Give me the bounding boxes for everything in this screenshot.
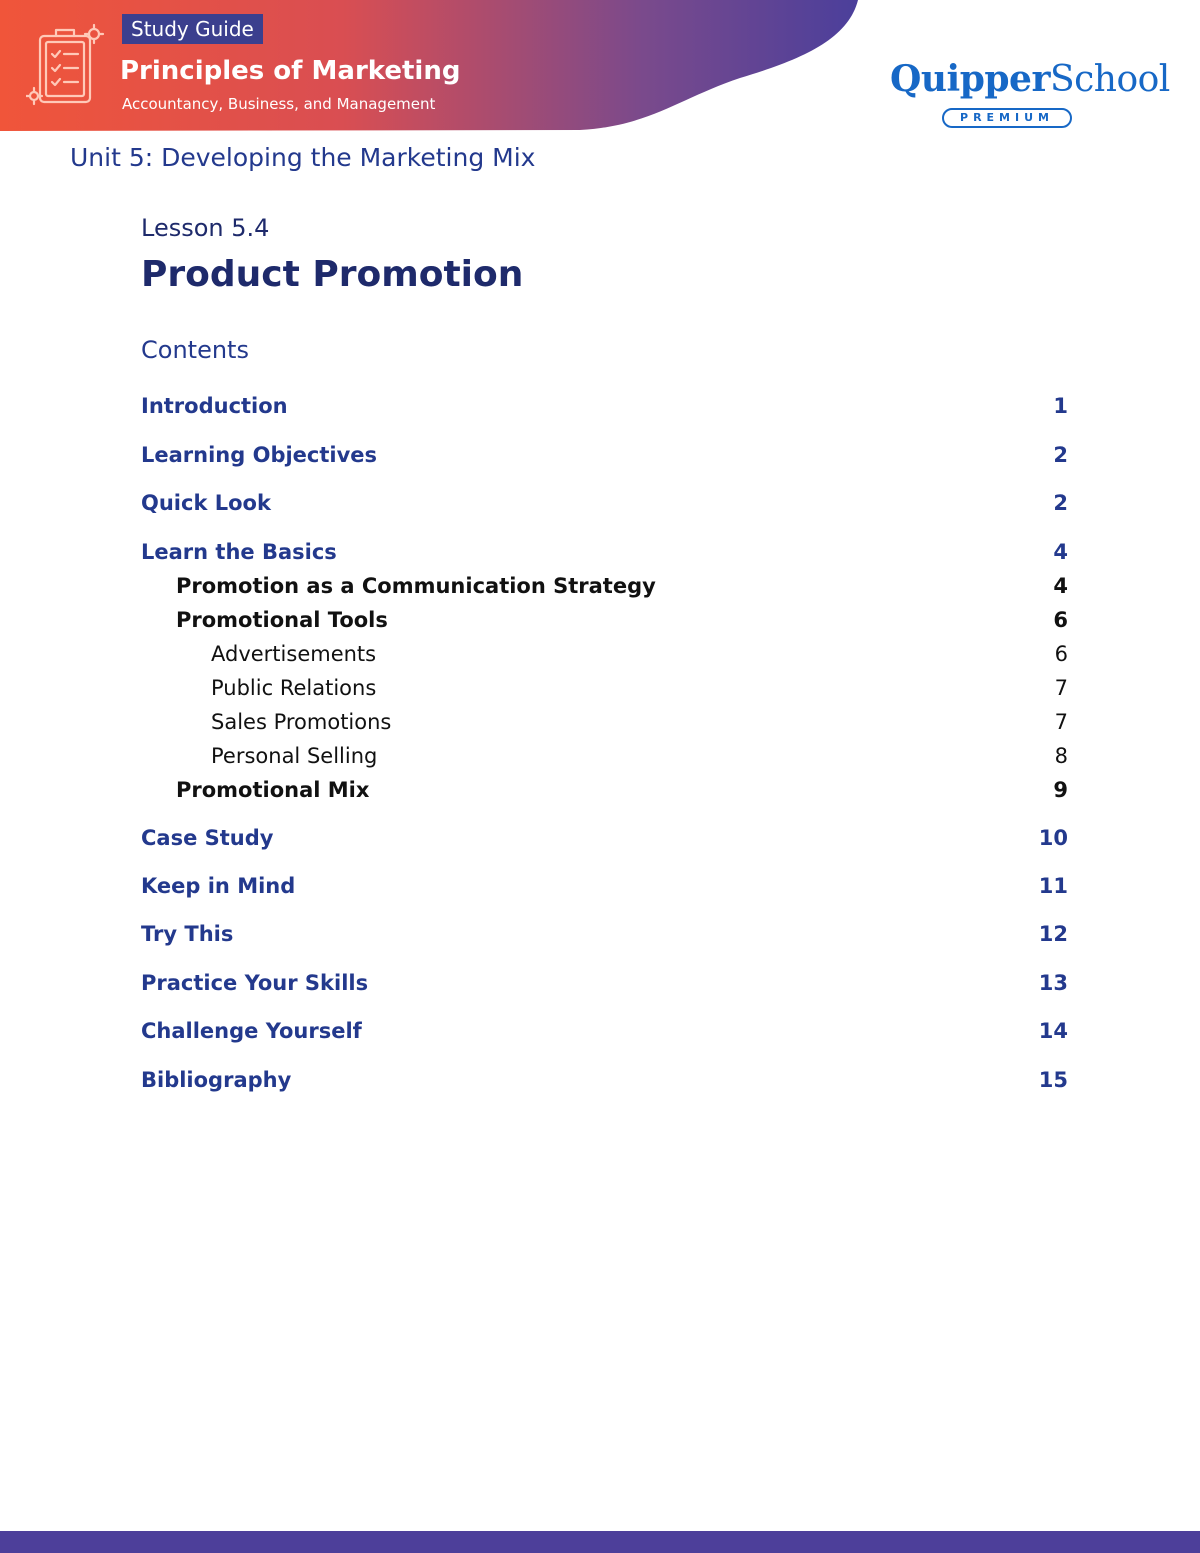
toc-page: 1	[1053, 394, 1068, 418]
toc-item[interactable]	[141, 1019, 1068, 1049]
logo-premium-tag: PREMIUM	[942, 108, 1072, 128]
quipper-school-logo	[890, 56, 1170, 136]
toc-page: 2	[1053, 443, 1068, 467]
toc-page: 12	[1038, 922, 1068, 946]
toc-subsubitem[interactable]	[141, 744, 1068, 774]
contents-heading: Contents	[141, 336, 249, 364]
toc-page: 15	[1038, 1068, 1068, 1092]
toc-subsubitem[interactable]	[141, 676, 1068, 706]
study-guide-badge: Study Guide	[122, 14, 263, 44]
toc-label: Quick Look	[141, 491, 271, 515]
toc-page: 14	[1038, 1019, 1068, 1043]
logo-brand-bold: Quipper	[890, 58, 1050, 100]
toc-label: Advertisements	[211, 642, 377, 666]
logo-brand-regular: School	[1049, 59, 1170, 100]
toc-page: 4	[1053, 574, 1068, 598]
toc-subitem[interactable]	[141, 574, 1068, 604]
toc-label: Try This	[141, 922, 234, 946]
toc-label: Promotion as a Communication Strategy	[176, 574, 656, 598]
toc-label: Practice Your Skills	[141, 971, 369, 995]
toc-label: Challenge Yourself	[141, 1019, 362, 1043]
toc-page: 9	[1053, 778, 1068, 802]
course-subtitle: Accountancy, Business, and Management	[122, 95, 436, 113]
toc-item[interactable]	[141, 971, 1068, 1001]
toc-item[interactable]	[141, 826, 1068, 856]
toc-item[interactable]	[141, 1068, 1068, 1098]
toc-label: Personal Selling	[211, 744, 378, 768]
toc-label: Learn the Basics	[141, 540, 337, 564]
toc-item[interactable]	[141, 540, 1068, 570]
toc-label: Sales Promotions	[211, 710, 392, 734]
toc-item[interactable]	[141, 491, 1068, 521]
toc-page: 8	[1054, 744, 1068, 768]
toc-subsubitem[interactable]	[141, 642, 1068, 672]
toc-subitem[interactable]	[141, 608, 1068, 638]
toc-item[interactable]	[141, 443, 1068, 473]
toc-label: Bibliography	[141, 1068, 292, 1092]
toc-label: Keep in Mind	[141, 874, 296, 898]
toc-page: 10	[1038, 826, 1068, 850]
toc-item[interactable]	[141, 874, 1068, 904]
toc-page: 7	[1054, 710, 1068, 734]
toc-label: Case Study	[141, 826, 274, 850]
toc-page: 6	[1054, 642, 1068, 666]
lesson-number: Lesson 5.4	[141, 214, 270, 242]
toc-page: 2	[1053, 491, 1068, 515]
toc-subitem[interactable]	[141, 778, 1068, 808]
clipboard-checklist-icon	[26, 22, 106, 114]
toc-label: Introduction	[141, 394, 288, 418]
toc-label: Promotional Mix	[176, 778, 370, 802]
lesson-title: Product Promotion	[141, 254, 524, 295]
footer-bar	[0, 1531, 1200, 1553]
toc-item[interactable]	[141, 394, 1068, 424]
course-title: Principles of Marketing	[120, 56, 461, 86]
toc-item[interactable]	[141, 922, 1068, 952]
toc-label: Public Relations	[211, 676, 377, 700]
toc-page: 4	[1053, 540, 1068, 564]
toc-page: 6	[1053, 608, 1068, 632]
unit-heading: Unit 5: Developing the Marketing Mix	[70, 143, 536, 172]
toc-page: 13	[1038, 971, 1068, 995]
toc-page: 11	[1038, 874, 1068, 898]
toc-page: 7	[1054, 676, 1068, 700]
toc-subsubitem[interactable]	[141, 710, 1068, 740]
toc-label: Learning Objectives	[141, 443, 378, 467]
toc-label: Promotional Tools	[176, 608, 388, 632]
